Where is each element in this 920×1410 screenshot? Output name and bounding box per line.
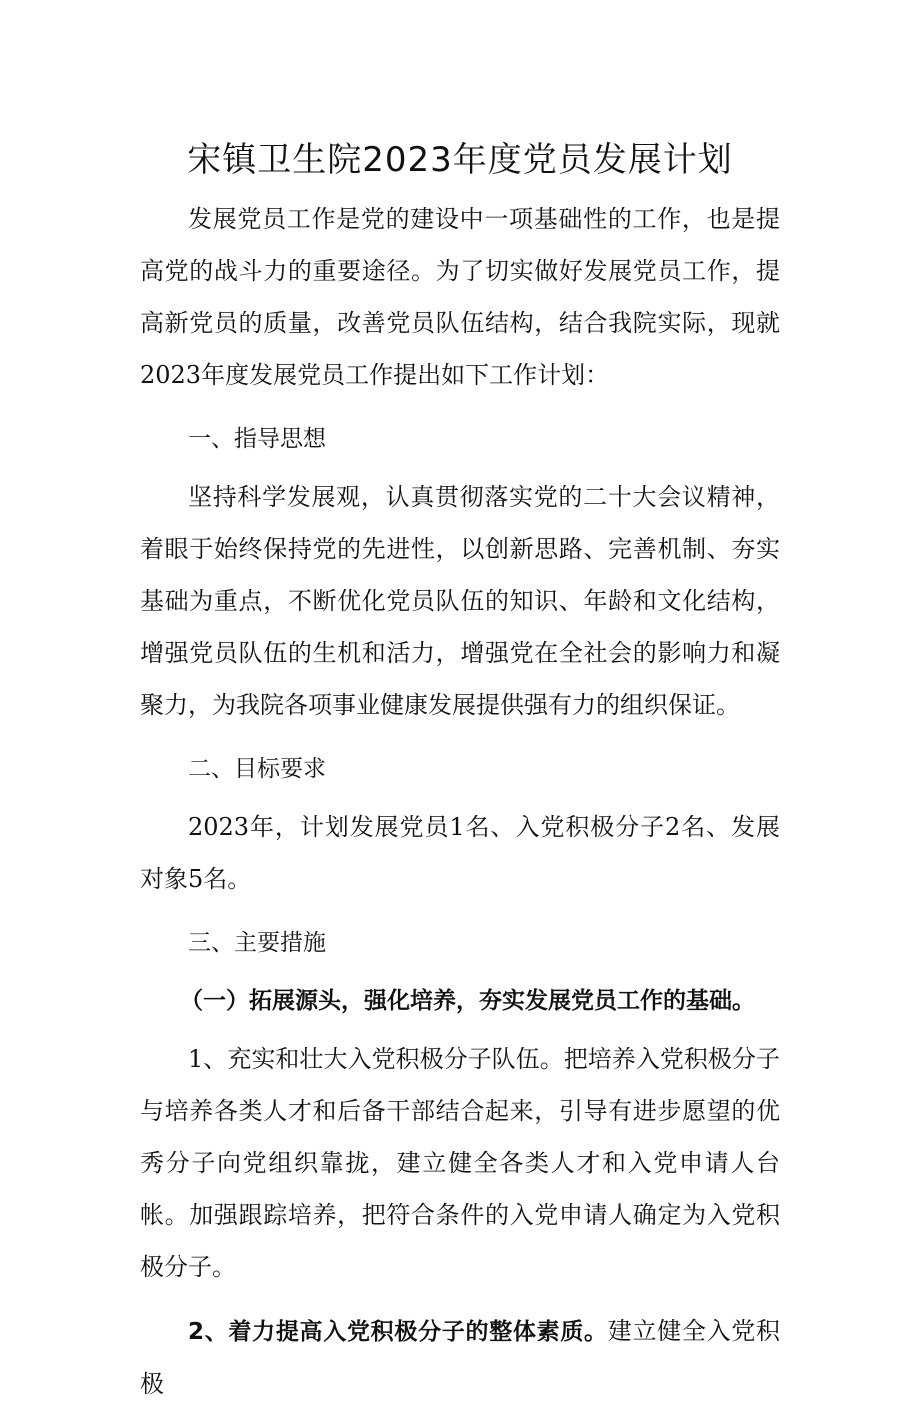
- measures-item-2: [140, 1305, 780, 1410]
- document-body: [140, 193, 780, 1410]
- goals-paragraph: 2023年，计划发展党员1名、入党积极分子2名、发展对象5名。: [140, 813, 780, 893]
- measures-item-2-lead: 2、着力提高入党积极分子的整体素质。: [188, 1319, 608, 1345]
- section-heading-goals: 二、目标要求: [188, 756, 326, 782]
- section-heading-guiding-ideology: 一、指导思想: [188, 426, 326, 452]
- measures-item-2-text: 建立健全入党积极: [140, 1317, 780, 1398]
- intro-paragraph: 发展党员工作是党的建设中一项基础性的工作，也是提高党的战斗力的重要途径。为了切实做好发展党员工作，提高新党员的质量，改善党员队伍结构，结合我院实际，现就2023年度发展党员工作提出如下工作计划：: [140, 205, 780, 389]
- measures-subheading-1: （一）拓展源头，强化培养，夯实发展党员工作的基础。: [180, 988, 755, 1014]
- measures-item-1: 1、充实和壮大入党积极分子队伍。把培养入党积极分子与培养各类人才和后备干部结合起来，引导有进步愿望的优秀分子向党组织靠拢，建立健全各类人才和入党申请人台帐。加强跟踪培养，把符合条件的入党申请人确定为入党积极分子。: [140, 1045, 780, 1281]
- document-title: 宋镇卫生院2023年度党员发展计划: [187, 140, 733, 180]
- section-heading-measures: 三、主要措施: [188, 930, 326, 956]
- guiding-ideology-paragraph: 坚持科学发展观，认真贯彻落实党的二十大会议精神，着眼于始终保持党的先进性，以创新思路、完善机制、夯实基础为重点，不断优化党员队伍的知识、年龄和文化结构，增强党员队伍的生机和活力，增强党在全社会的影响力和凝聚力，为我院各项事业健康发展提供强有力的组织保证。: [140, 483, 780, 719]
